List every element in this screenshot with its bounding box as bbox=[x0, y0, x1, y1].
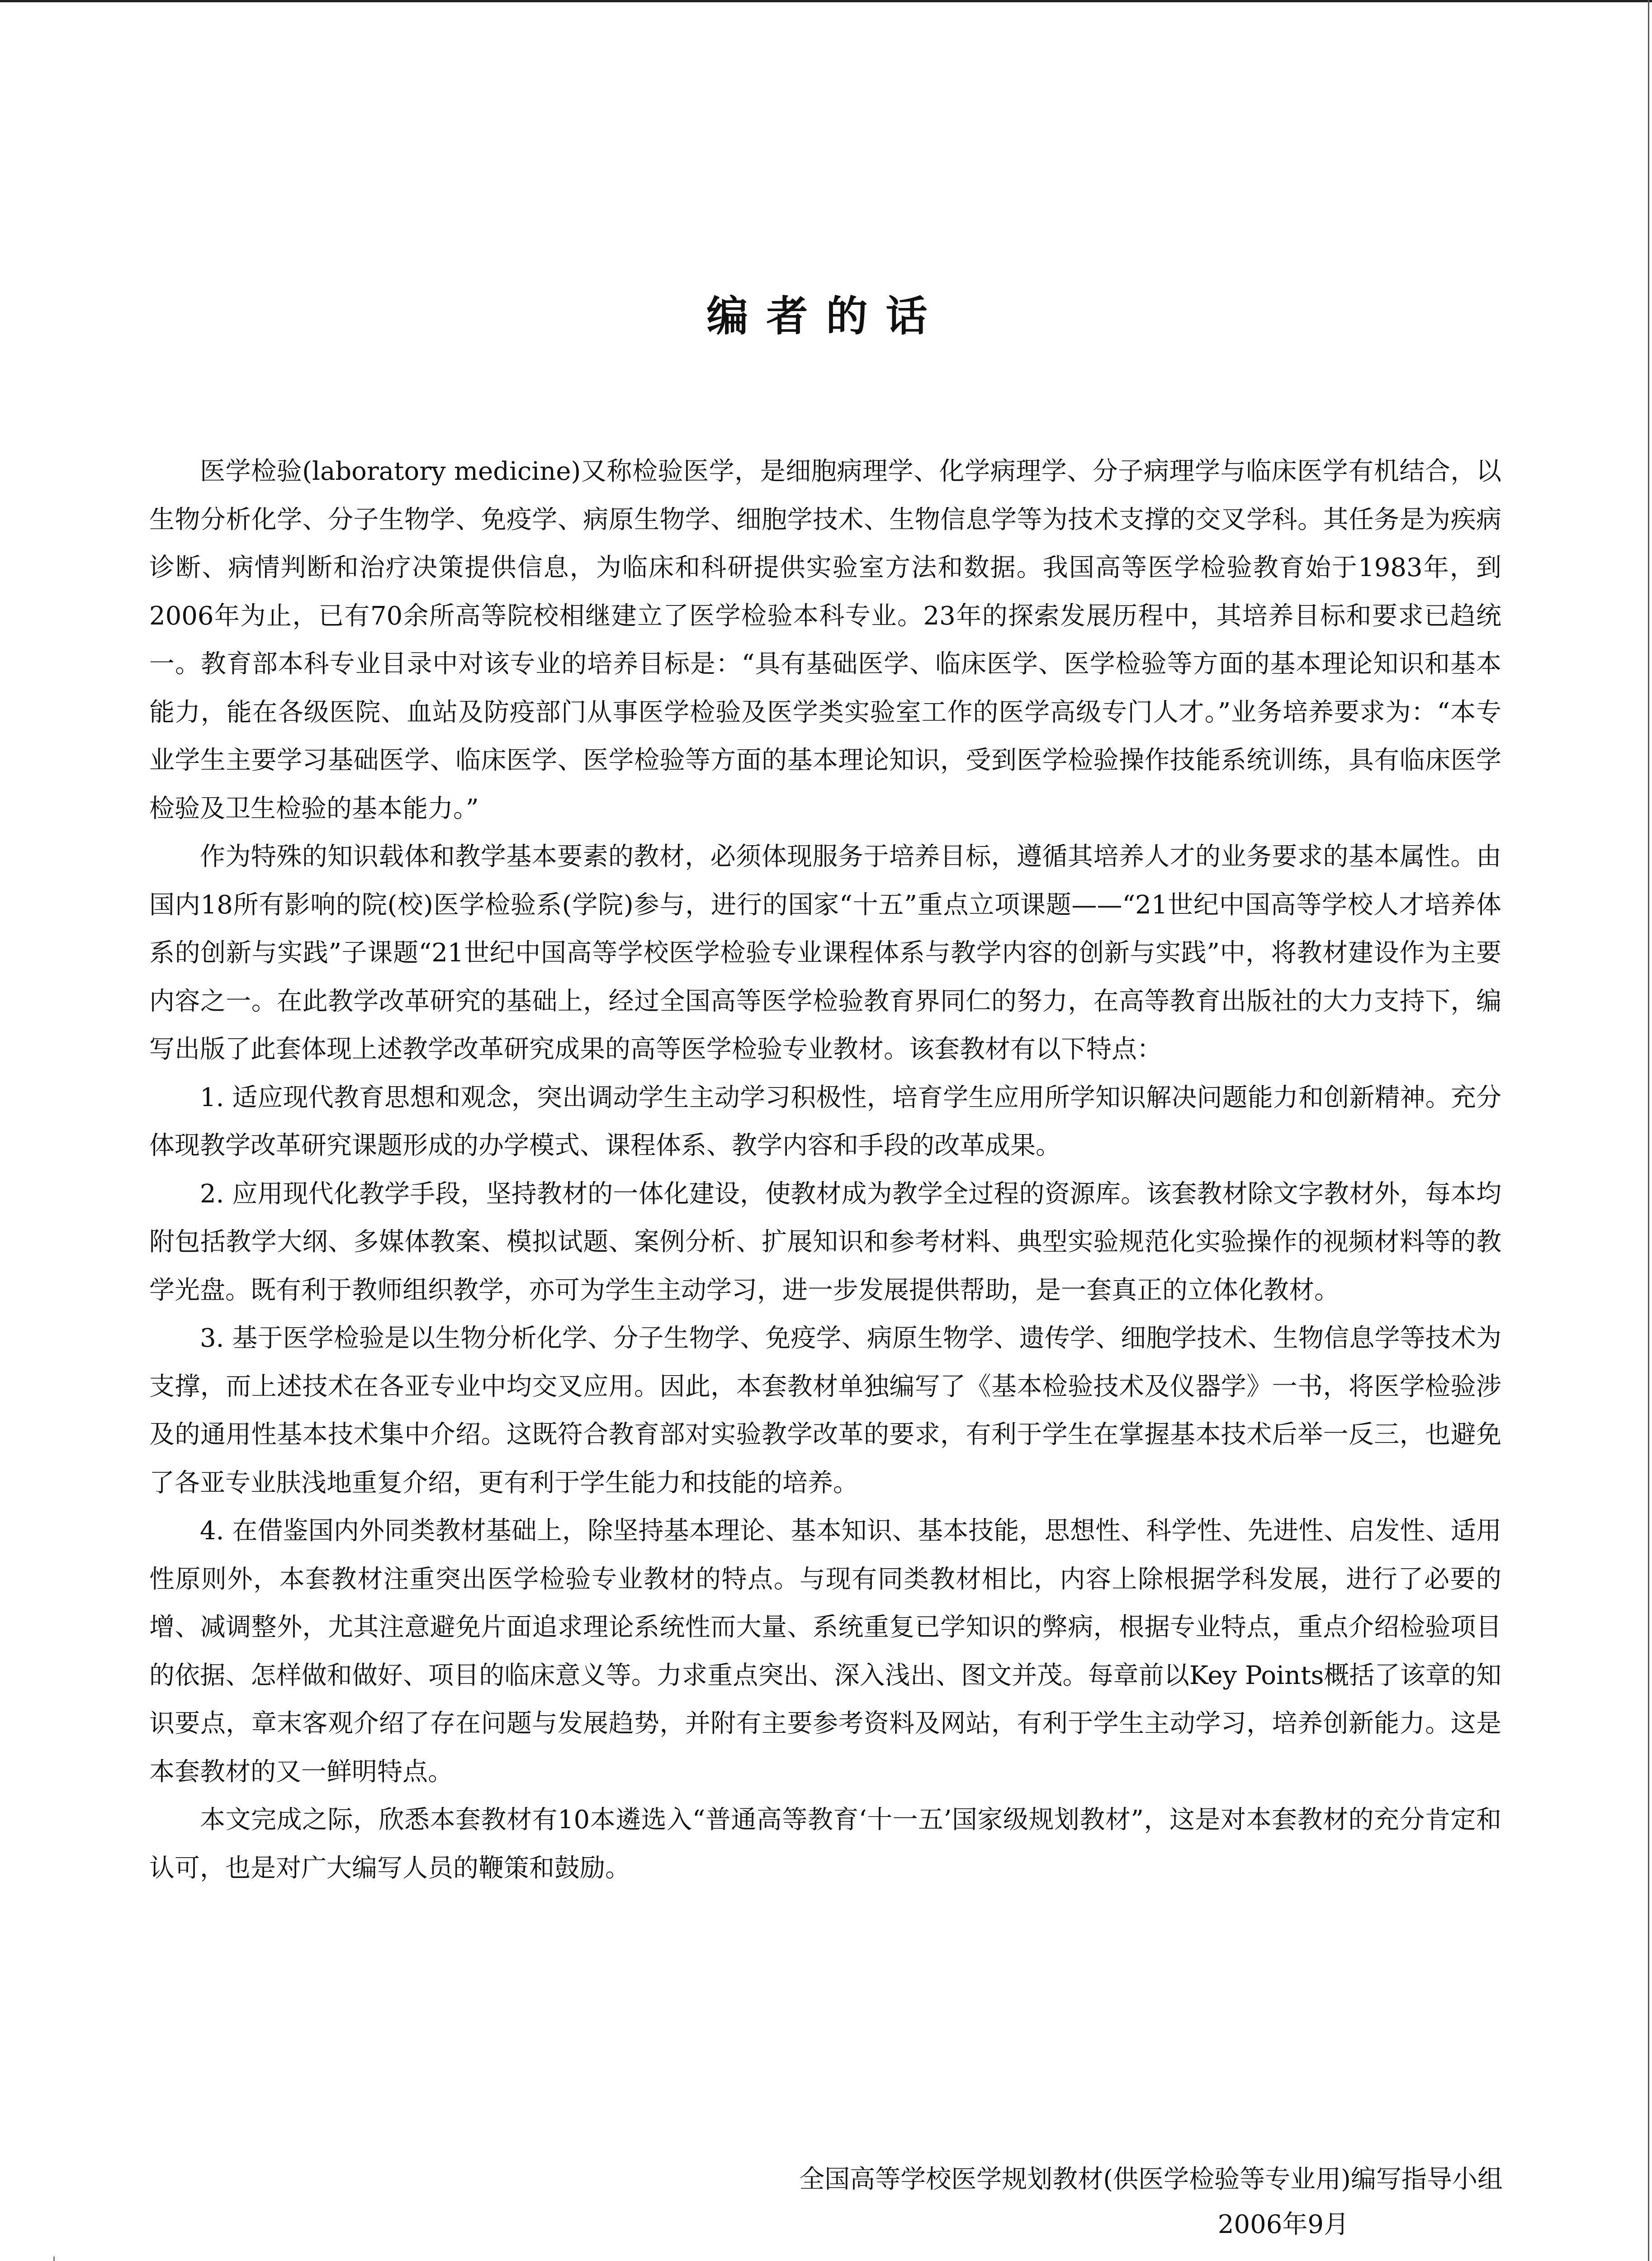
paragraph: 4. 在借鉴国内外同类教材基础上，除坚持基本理论、基本知识、基本技能，思想性、科学性、先进性、启发性、适用性原则外，本套教材注重突出医学检验专业教材的特点。与现有同类教材相比，内容上除根据学科发展，进行了必要的增、减调整外，尤其注意避免片面追求理论系统性而大量、系统重复已学知识的弊病，根据专业特点，重点介绍检验项目的依据、怎样做和做好、项目的临床意义等。力求重点突出、深入浅出、图文并茂。每章前以Key Points概括了该章的知识要点，章末客观介绍了存在问题与发展趋势，并附有主要参考资料及网站，有利于学生主动学习，培养创新能力。这是本套教材的又一鲜明特点。 bbox=[149, 1516, 1501, 1787]
scan-edge-top bbox=[0, 0, 1652, 2]
paragraph: 医学检验(laboratory medicine)又称检验医学，是细胞病理学、化学病理学、分子病理学与临床医学有机结合，以生物分析化学、分子生物学、免疫学、病原生物学、细胞学技术、生物信息学等为技术支撑的交叉学科。其任务是为疾病诊断、病情判断和治疗决策提供信息，为临床和科研提供实验室方法和数据。我国高等医学检验教育始于1983年，到2006年为止，已有70余所高等院校相继建立了医学检验本科专业。23年的探索发展历程中，其培养目标和要求已趋统一。教育部本科专业目录中对该专业的培养目标是：“具有基础医学、临床医学、医学检验等方面的基本理论知识和基本能力，能在各级医院、血站及防疫部门从事医学检验及医学类实验室工作的医学高级专门人才。”业务培养要求为：“本专业学生主要学习基础医学、临床医学、医学检验等方面的基本理论知识，受到医学检验操作技能系统训练，具有临床医学检验及卫生检验的基本能力。” bbox=[149, 457, 1501, 823]
page-title: 编者的话 bbox=[706, 292, 946, 341]
body-text bbox=[149, 448, 1501, 1892]
signature-date: 2006年9月 bbox=[1217, 2210, 1349, 2239]
signature-org: 全国高等学校医学规划教材(供医学检验等专业用)编写指导小组 bbox=[799, 2165, 1503, 2194]
paragraph: 1. 适应现代教育思想和观念，突出调动学生主动学习积极性，培育学生应用所学知识解决问题能力和创新精神。充分体现教学改革研究课题形成的办学模式、课程体系、教学内容和手段的改革成果。 bbox=[149, 1083, 1501, 1160]
scan-mark bbox=[53, 2256, 55, 2261]
signature-block bbox=[799, 2157, 1503, 2247]
paragraph: 3. 基于医学检验是以生物分析化学、分子生物学、免疫学、病原生物学、遗传学、细胞学技术、生物信息学等技术为支撑，而上述技术在各亚专业中均交叉应用。因此，本套教材单独编写了《基本检验技术及仪器学》一书，将医学检验涉及的通用性基本技术集中介绍。这既符合教育部对实验教学改革的要求，有利于学生在掌握基本技术后举一反三，也避免了各亚专业肤浅地重复介绍，更有利于学生能力和技能的培养。 bbox=[149, 1324, 1501, 1498]
paragraph: 作为特殊的知识载体和教学基本要素的教材，必须体现服务于培养目标，遵循其培养人才的业务要求的基本属性。由国内18所有影响的院(校)医学检验系(学院)参与，进行的国家“十五”重点立项课题——“21世纪中国高等学校人才培养体系的创新与实践”子课题“21世纪中国高等学校医学检验专业课程体系与教学内容的创新与实践”中，将教材建设作为主要内容之一。在此教学改革研究的基础上，经过全国高等医学检验教育界同仁的努力，在高等教育出版社的大力支持下，编写出版了此套体现上述教学改革研究成果的高等医学检验专业教材。该套教材有以下特点： bbox=[149, 842, 1501, 1064]
paragraph: 本文完成之际，欣悉本套教材有10本遴选入“普通高等教育‘十一五’国家级规划教材”，这是对本套教材的充分肯定和认可，也是对广大编写人员的鞭策和鼓励。 bbox=[149, 1805, 1501, 1883]
paragraph: 2. 应用现代化教学手段，坚持教材的一体化建设，使教材成为教学全过程的资源库。该套教材除文字教材外，每本均附包括教学大纲、多媒体教案、模拟试题、案例分析、扩展知识和参考材料、典型实验规范化实验操作的视频材料等的教学光盘。既有利于教师组织教学，亦可为学生主动学习，进一步发展提供帮助，是一套真正的立体化教材。 bbox=[149, 1179, 1501, 1305]
